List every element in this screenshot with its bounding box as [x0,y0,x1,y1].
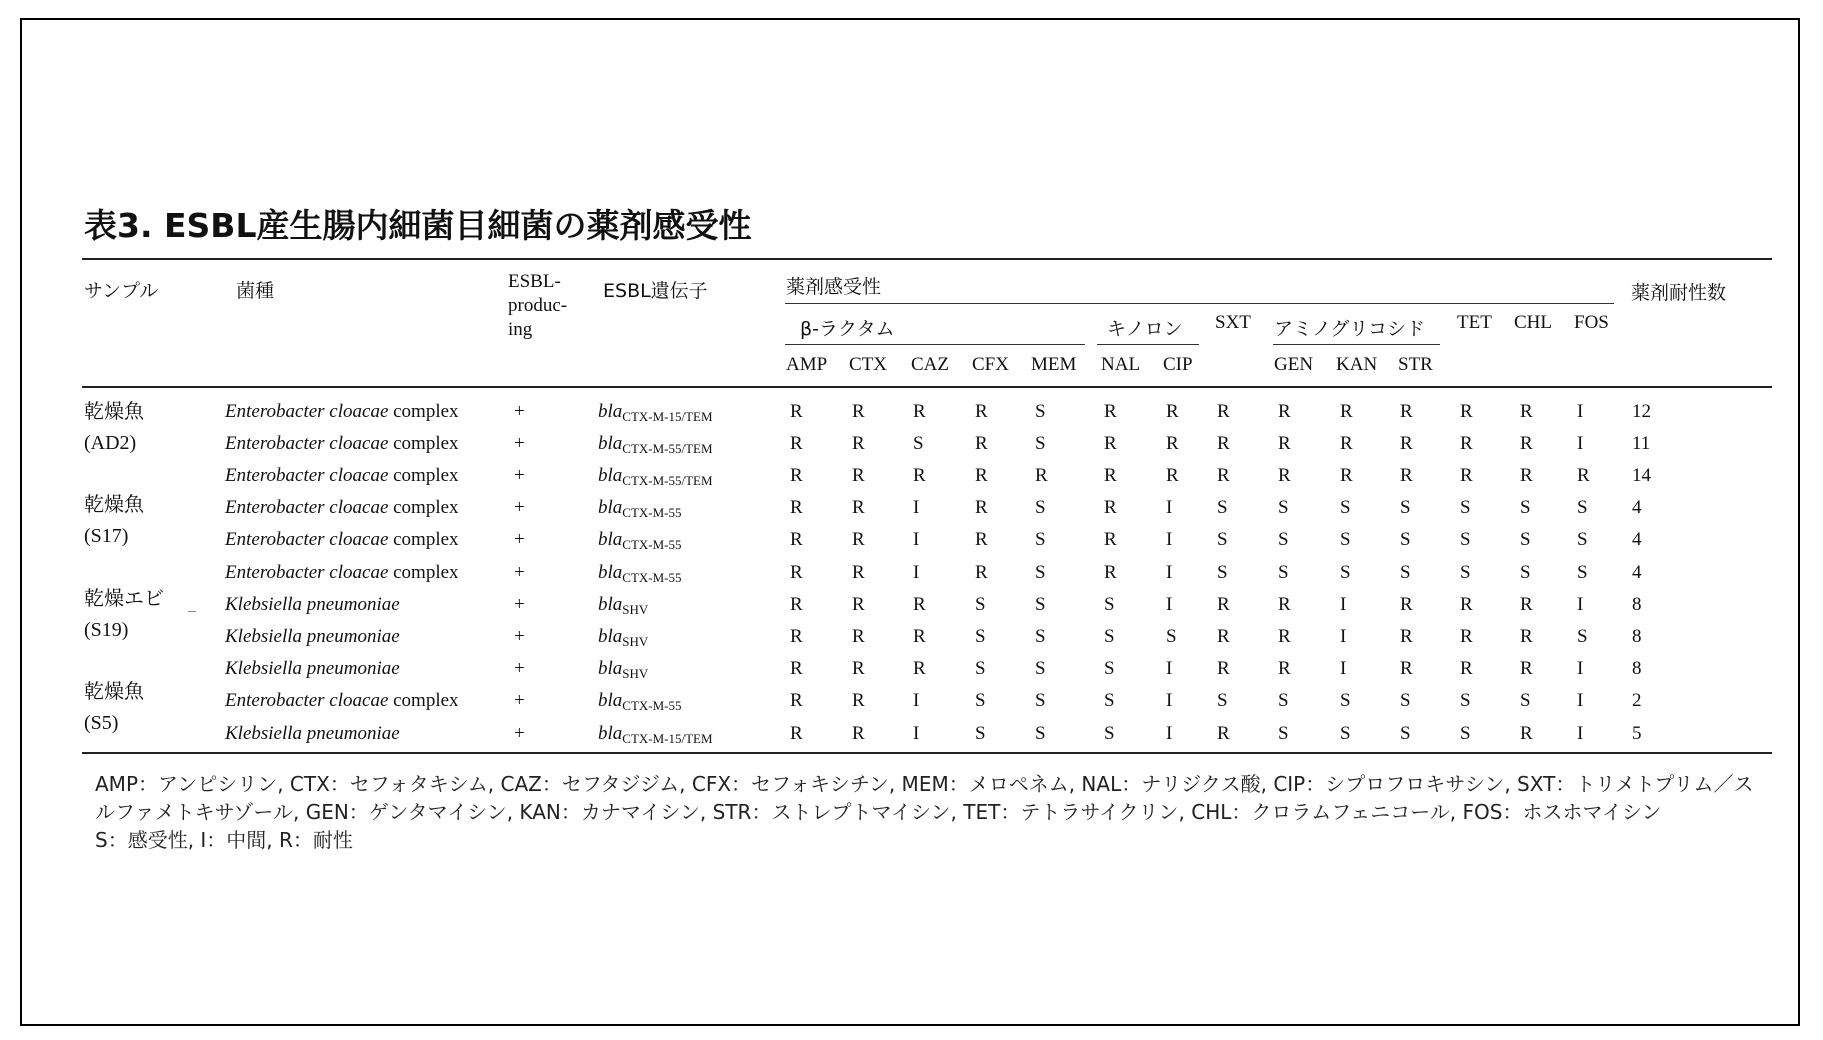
result-chl: R [1520,594,1533,615]
sample-s17 [84,488,144,548]
resistance-count-cell: 11 [1632,433,1651,454]
result-nal: S [1104,626,1115,647]
gene-base: bla [598,433,623,454]
result-nal: R [1104,433,1117,454]
result-gen: R [1278,465,1291,486]
result-kan: S [1340,562,1351,583]
result-cip: I [1166,658,1173,679]
result-ctx: R [852,562,865,583]
result-sxt: S [1217,690,1228,711]
species-cell [225,658,400,680]
result-chl: R [1520,401,1533,422]
table-top-rule [82,258,1772,260]
gene-subscript: CTX-M-15/TEM [622,731,713,746]
result-cfx: R [975,433,988,454]
header-susceptibility: 薬剤感受性 [786,276,882,298]
sample-ad2 [84,395,144,455]
result-chl: S [1520,562,1531,583]
species-name: Enterobacter cloacae [225,401,389,422]
species-cell [225,562,459,584]
sample-s17-id: (S17) [84,525,129,547]
result-caz: R [913,401,926,422]
quinolone-underline [1097,344,1199,345]
resistance-count-cell: 4 [1632,562,1642,583]
result-fos: S [1577,497,1588,518]
species-name: Klebsiella pneumoniae [225,723,400,744]
result-chl: R [1520,433,1533,454]
drug-nal: NAL [1101,354,1141,375]
result-str: R [1400,658,1413,679]
result-mem: S [1035,497,1046,518]
table-header-rule [82,386,1772,388]
result-mem: S [1035,723,1046,744]
drug-gen: GEN [1274,354,1314,375]
species-suffix: complex [388,690,459,711]
gene-subscript: CTX-M-55/TEM [622,473,713,488]
esbl-producing-cell: + [514,562,525,583]
result-cfx: S [975,723,986,744]
sample-s19-type: 乾燥エビ [84,586,164,610]
result-fos: S [1577,626,1588,647]
result-caz: I [913,690,920,711]
result-str: S [1400,690,1411,711]
header-sample: サンプル [84,280,159,302]
gene-subscript: SHV [622,634,649,649]
result-cfx: R [975,562,988,583]
result-str: R [1400,465,1413,486]
result-kan: S [1340,529,1351,550]
result-ctx: R [852,723,865,744]
result-mem: S [1035,562,1046,583]
table-title: 表3. ESBL産生腸内細菌目細菌の薬剤感受性 [84,206,752,245]
species-name: Enterobacter cloacae [225,497,389,518]
resistance-count-cell: 4 [1632,529,1642,550]
drug-tet: TET [1457,312,1492,333]
species-suffix: complex [388,401,459,422]
result-cip: S [1166,626,1177,647]
result-caz: I [913,562,920,583]
result-sxt: R [1217,465,1230,486]
esbl-gene-cell [598,723,713,747]
result-tet: S [1460,723,1471,744]
result-gen: R [1278,433,1291,454]
result-fos: S [1577,562,1588,583]
result-gen: S [1278,562,1289,583]
result-caz: R [913,594,926,615]
result-tet: S [1460,562,1471,583]
esbl-gene-cell [598,658,648,682]
result-chl: R [1520,465,1533,486]
gene-base: bla [598,401,623,422]
esbl-gene-cell [598,626,648,650]
result-nal: S [1104,723,1115,744]
esbl-producing-cell: + [514,723,525,744]
result-chl: R [1520,658,1533,679]
result-tet: R [1460,465,1473,486]
esbl-producing-cell: + [514,465,525,486]
result-tet: S [1460,529,1471,550]
gene-subscript: CTX-M-55 [622,537,682,552]
result-cfx: R [975,529,988,550]
sample-s19-id: (S19) [84,619,129,641]
beta-lactam-underline [785,344,1085,345]
result-gen: R [1278,594,1291,615]
result-gen: S [1278,723,1289,744]
gene-base: bla [598,658,623,679]
result-caz: R [913,626,926,647]
result-amp: R [790,529,803,550]
footnote-abbreviations: AMP：アンピシリン, CTX：セフォタキシム, CAZ：セフタジジム, CFX：セフォキシチン, MEM：メロペネム, NAL：ナリジクス酸, CIP：シプロフロキサシン, SXT：トリメトプリム／スルファメトキサゾール, GEN：ゲンタマイシン, KAN：カナマイシン, STR：ストレプトマイシン, TET：テトラサイクリン, CHL：クロラムフェニコール, FOS：ホスホマイシン [95,772,1754,824]
gene-subscript: CTX-M-15/TEM [622,409,713,424]
sample-ad2-id: (AD2) [84,432,137,454]
result-cip: I [1166,690,1173,711]
resistance-count-cell: 2 [1632,690,1642,711]
sample-s19-tick [188,611,196,612]
gene-base: bla [598,626,623,647]
aminoglycoside-underline [1273,344,1440,345]
susceptibility-underline [785,303,1614,304]
result-amp: R [790,401,803,422]
result-nal: S [1104,658,1115,679]
resistance-count-cell: 12 [1632,401,1651,422]
result-str: R [1400,626,1413,647]
result-mem: S [1035,626,1046,647]
result-cfx: S [975,594,986,615]
esbl-producing-cell: + [514,433,525,454]
resistance-count-cell: 4 [1632,497,1642,518]
gene-subscript: CTX-M-55 [622,505,682,520]
drug-str: STR [1398,354,1433,375]
species-cell [225,497,459,519]
header-esbl-producing-line1: ESBL- [508,271,561,292]
result-amp: R [790,723,803,744]
result-cfx: S [975,690,986,711]
result-sxt: S [1217,562,1228,583]
species-suffix: complex [388,529,459,550]
result-cip: R [1166,401,1179,422]
species-name: Enterobacter cloacae [225,690,389,711]
result-cip: I [1166,723,1173,744]
result-ctx: R [852,594,865,615]
result-ctx: R [852,497,865,518]
result-fos: I [1577,594,1584,615]
result-amp: R [790,626,803,647]
result-gen: S [1278,497,1289,518]
result-nal: R [1104,401,1117,422]
result-amp: R [790,594,803,615]
result-mem: S [1035,433,1046,454]
result-tet: R [1460,401,1473,422]
result-caz: I [913,497,920,518]
sample-s19 [84,582,164,642]
esbl-gene-cell [598,529,682,553]
sample-s5-id: (S5) [84,712,119,734]
result-sxt: R [1217,658,1230,679]
result-chl: S [1520,529,1531,550]
esbl-gene-cell [598,562,682,586]
result-ctx: R [852,658,865,679]
result-ctx: R [852,529,865,550]
result-cfx: R [975,497,988,518]
esbl-gene-cell [598,594,648,618]
result-ctx: R [852,401,865,422]
result-sxt: S [1217,497,1228,518]
drug-caz: CAZ [911,354,949,375]
species-name: Klebsiella pneumoniae [225,626,400,647]
result-tet: R [1460,626,1473,647]
result-mem: S [1035,594,1046,615]
species-cell [225,529,459,551]
drug-fos: FOS [1574,312,1609,333]
result-sxt: R [1217,723,1230,744]
result-ctx: R [852,690,865,711]
result-str: R [1400,433,1413,454]
esbl-gene-cell [598,690,682,714]
result-kan: R [1340,401,1353,422]
resistance-count-cell: 8 [1632,658,1642,679]
drug-amp: AMP [786,354,828,375]
page-frame [20,18,1800,1026]
result-amp: R [790,690,803,711]
result-amp: R [790,658,803,679]
result-tet: R [1460,433,1473,454]
result-fos: I [1577,658,1584,679]
result-caz: R [913,658,926,679]
result-amp: R [790,562,803,583]
result-nal: S [1104,594,1115,615]
result-mem: S [1035,401,1046,422]
gene-subscript: SHV [622,666,649,681]
result-chl: R [1520,723,1533,744]
gene-subscript: CTX-M-55 [622,570,682,585]
result-chl: R [1520,626,1533,647]
result-amp: R [790,433,803,454]
result-sxt: R [1217,626,1230,647]
result-gen: S [1278,529,1289,550]
result-tet: S [1460,497,1471,518]
result-cfx: S [975,626,986,647]
resistance-count-cell: 5 [1632,723,1642,744]
species-name: Enterobacter cloacae [225,529,389,550]
result-tet: S [1460,690,1471,711]
gene-base: bla [598,562,623,583]
result-ctx: R [852,626,865,647]
result-chl: S [1520,497,1531,518]
species-cell [225,723,400,745]
resistance-count-cell: 8 [1632,594,1642,615]
result-kan: S [1340,690,1351,711]
result-nal: R [1104,497,1117,518]
esbl-producing-cell: + [514,401,525,422]
result-gen: S [1278,690,1289,711]
result-str: R [1400,401,1413,422]
species-name: Klebsiella pneumoniae [225,594,400,615]
gene-base: bla [598,723,623,744]
drug-cip: CIP [1163,354,1193,375]
species-suffix: complex [388,497,459,518]
result-caz: I [913,723,920,744]
result-kan: S [1340,497,1351,518]
gene-base: bla [598,465,623,486]
esbl-gene-cell [598,465,713,489]
result-amp: R [790,465,803,486]
sample-s17-type: 乾燥魚 [84,492,144,516]
gene-subscript: CTX-M-55/TEM [622,441,713,456]
result-cip: R [1166,465,1179,486]
drug-cfx: CFX [972,354,1009,375]
gene-base: bla [598,690,623,711]
gene-subscript: SHV [622,602,649,617]
esbl-producing-cell: + [514,497,525,518]
header-species: 菌種 [236,280,275,302]
result-fos: I [1577,690,1584,711]
result-gen: R [1278,401,1291,422]
esbl-producing-cell: + [514,658,525,679]
sample-s5 [84,675,144,735]
result-sxt: S [1217,529,1228,550]
species-cell [225,626,400,648]
result-fos: R [1577,465,1590,486]
result-str: R [1400,594,1413,615]
result-mem: R [1035,465,1048,486]
result-cip: I [1166,529,1173,550]
species-suffix: complex [388,465,459,486]
result-nal: R [1104,529,1117,550]
drug-ctx: CTX [849,354,887,375]
result-str: S [1400,497,1411,518]
result-cip: I [1166,594,1173,615]
species-suffix: complex [388,433,459,454]
drug-chl: CHL [1514,312,1552,333]
species-name: Enterobacter cloacae [225,562,389,583]
result-fos: I [1577,401,1584,422]
esbl-gene-cell [598,497,682,521]
gene-base: bla [598,594,623,615]
result-sxt: R [1217,401,1230,422]
result-cip: I [1166,497,1173,518]
result-nal: R [1104,562,1117,583]
gene-base: bla [598,497,623,518]
result-cfx: S [975,658,986,679]
species-suffix: complex [388,562,459,583]
result-sxt: R [1217,433,1230,454]
footnote-legend: S：感受性, I：中間, R：耐性 [95,828,353,852]
table-bottom-rule [82,752,1772,754]
result-mem: S [1035,658,1046,679]
header-resistance-count: 薬剤耐性数 [1631,282,1727,304]
header-beta-lactam: β-ラクタム [800,318,895,340]
resistance-count-cell: 14 [1632,465,1651,486]
drug-kan: KAN [1336,354,1378,375]
esbl-producing-cell: + [514,626,525,647]
result-kan: S [1340,723,1351,744]
result-caz: R [913,465,926,486]
result-nal: R [1104,465,1117,486]
drug-mem: MEM [1031,354,1077,375]
drug-sxt: SXT [1215,312,1251,333]
header-quinolone: キノロン [1107,318,1183,340]
result-ctx: R [852,465,865,486]
result-str: S [1400,529,1411,550]
result-ctx: R [852,433,865,454]
result-kan: I [1340,594,1347,615]
sample-s5-type: 乾燥魚 [84,679,144,703]
result-tet: R [1460,594,1473,615]
result-nal: S [1104,690,1115,711]
result-kan: R [1340,433,1353,454]
gene-base: bla [598,529,623,550]
result-cfx: R [975,465,988,486]
result-gen: R [1278,626,1291,647]
result-sxt: R [1217,594,1230,615]
result-caz: S [913,433,924,454]
result-fos: I [1577,723,1584,744]
result-chl: S [1520,690,1531,711]
species-cell [225,433,459,455]
species-name: Enterobacter cloacae [225,433,389,454]
esbl-gene-cell [598,401,713,425]
species-name: Enterobacter cloacae [225,465,389,486]
result-caz: I [913,529,920,550]
result-kan: I [1340,626,1347,647]
species-name: Klebsiella pneumoniae [225,658,400,679]
species-cell [225,401,459,423]
esbl-producing-cell: + [514,690,525,711]
esbl-gene-cell [598,433,713,457]
header-esbl-producing-line3: ing [508,319,533,340]
result-cip: I [1166,562,1173,583]
header-aminoglycoside: アミノグリコシド [1274,318,1426,340]
result-gen: R [1278,658,1291,679]
header-esbl-producing-line2: produc- [508,295,568,316]
species-cell [225,690,459,712]
result-cfx: R [975,401,988,422]
result-mem: S [1035,690,1046,711]
header-esbl-gene: ESBL遺伝子 [603,280,708,302]
result-fos: I [1577,433,1584,454]
header-esbl-producing [508,270,567,342]
species-cell [225,594,400,616]
result-tet: R [1460,658,1473,679]
resistance-count-cell: 8 [1632,626,1642,647]
sample-ad2-type: 乾燥魚 [84,399,144,423]
result-kan: I [1340,658,1347,679]
result-amp: R [790,497,803,518]
species-cell [225,465,459,487]
result-cip: R [1166,433,1179,454]
result-mem: S [1035,529,1046,550]
result-kan: R [1340,465,1353,486]
result-str: S [1400,723,1411,744]
result-str: S [1400,562,1411,583]
esbl-producing-cell: + [514,529,525,550]
esbl-producing-cell: + [514,594,525,615]
result-fos: S [1577,529,1588,550]
footnote [95,770,1765,854]
gene-subscript: CTX-M-55 [622,698,682,713]
